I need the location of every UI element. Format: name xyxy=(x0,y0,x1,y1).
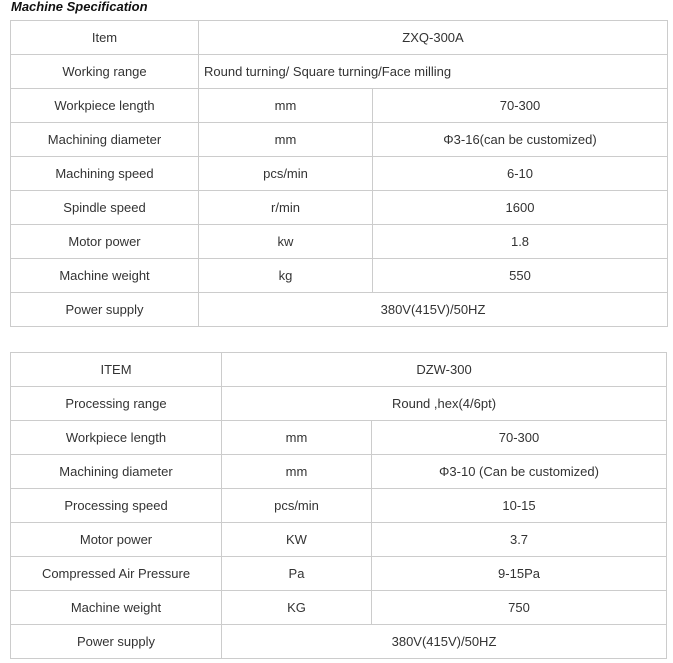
row-value: Φ3-10 (Can be customized) xyxy=(372,455,667,489)
row-value: 70-300 xyxy=(372,421,667,455)
row-unit: KG xyxy=(222,591,372,625)
row-label: Power supply xyxy=(11,625,222,659)
row-value: 750 xyxy=(372,591,667,625)
row-unit: KW xyxy=(222,523,372,557)
row-label: Processing range xyxy=(11,387,222,421)
row-unit: r/min xyxy=(199,191,373,225)
row-unit: kg xyxy=(199,259,373,293)
row-unit: mm xyxy=(199,123,373,157)
table-row xyxy=(11,387,667,421)
table-row xyxy=(11,489,667,523)
row-value: 380V(415V)/50HZ xyxy=(199,293,668,327)
table-row xyxy=(11,157,668,191)
row-value: Round ,hex(4/6pt) xyxy=(222,387,667,421)
item-label-cell: ITEM xyxy=(11,353,222,387)
table-row xyxy=(11,557,667,591)
row-label: Workpiece length xyxy=(11,89,199,123)
table-row xyxy=(11,591,667,625)
row-unit: pcs/min xyxy=(199,157,373,191)
table-row xyxy=(11,421,667,455)
table-row xyxy=(11,55,668,89)
model-cell: DZW-300 xyxy=(222,353,667,387)
spec-table-zxq-300a xyxy=(10,20,668,327)
table-header-row xyxy=(11,21,668,55)
table-header-row xyxy=(11,353,667,387)
row-label: Motor power xyxy=(11,523,222,557)
row-label: Machining diameter xyxy=(11,455,222,489)
row-label: Machine weight xyxy=(11,259,199,293)
row-label: Working range xyxy=(11,55,199,89)
table-row xyxy=(11,625,667,659)
row-label: Motor power xyxy=(11,225,199,259)
row-value: 1600 xyxy=(373,191,668,225)
row-value: 1.8 xyxy=(373,225,668,259)
table-row xyxy=(11,259,668,293)
row-label: Machine weight xyxy=(11,591,222,625)
table-row xyxy=(11,225,668,259)
row-label: Processing speed xyxy=(11,489,222,523)
row-value: 70-300 xyxy=(373,89,668,123)
row-unit: mm xyxy=(199,89,373,123)
row-unit: pcs/min xyxy=(222,489,372,523)
item-label-cell: Item xyxy=(11,21,199,55)
table-row xyxy=(11,123,668,157)
spec-table-dzw-300 xyxy=(10,352,667,659)
row-label: Workpiece length xyxy=(11,421,222,455)
row-value: 6-10 xyxy=(373,157,668,191)
table-row xyxy=(11,89,668,123)
row-value: Φ3-16(can be customized) xyxy=(373,123,668,157)
table-row xyxy=(11,191,668,225)
table-row xyxy=(11,455,667,489)
row-value: 3.7 xyxy=(372,523,667,557)
row-label: Machining diameter xyxy=(11,123,199,157)
row-value: 380V(415V)/50HZ xyxy=(222,625,667,659)
model-cell: ZXQ-300A xyxy=(199,21,668,55)
table-row xyxy=(11,523,667,557)
row-label: Compressed Air Pressure xyxy=(11,557,222,591)
row-unit: mm xyxy=(222,421,372,455)
row-label: Power supply xyxy=(11,293,199,327)
row-unit: Pa xyxy=(222,557,372,591)
row-label: Machining speed xyxy=(11,157,199,191)
row-label: Spindle speed xyxy=(11,191,199,225)
row-unit: mm xyxy=(222,455,372,489)
table-row xyxy=(11,293,668,327)
row-value: Round turning/ Square turning/Face milling xyxy=(199,55,668,89)
row-value: 550 xyxy=(373,259,668,293)
section-heading: Machine Specification xyxy=(11,0,148,14)
row-value: 9-15Pa xyxy=(372,557,667,591)
row-value: 10-15 xyxy=(372,489,667,523)
row-unit: kw xyxy=(199,225,373,259)
